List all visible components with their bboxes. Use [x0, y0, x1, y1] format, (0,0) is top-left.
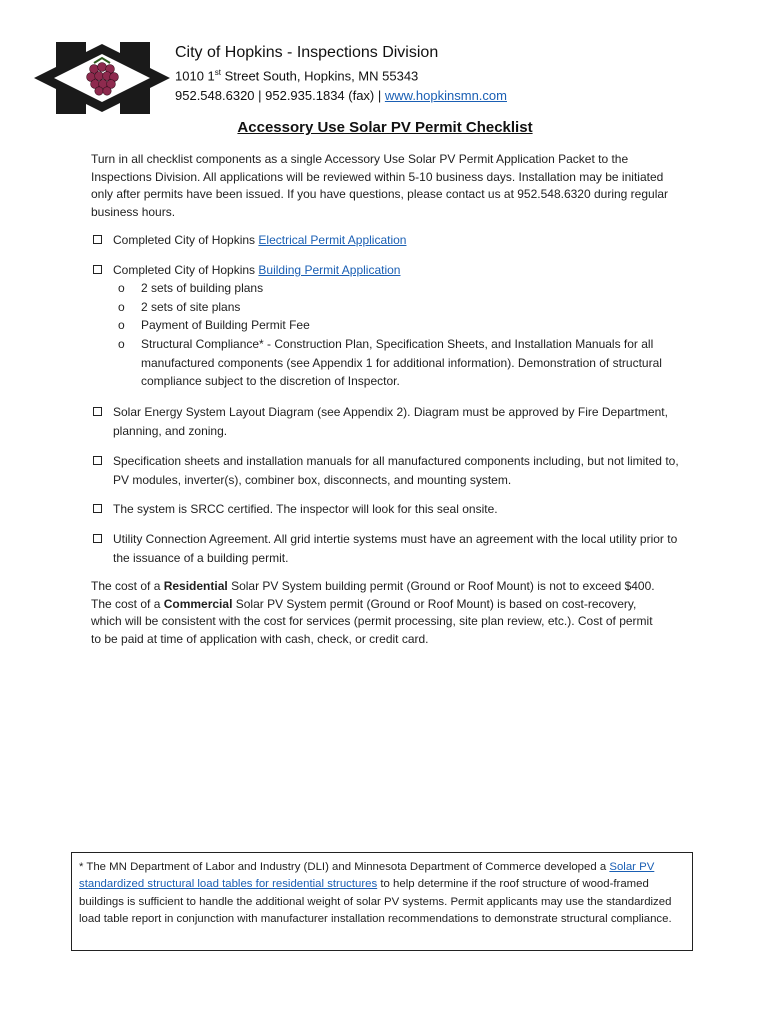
item-text: Utility Connection Agreement. All grid intertie systems must have an agreement with the local utility prior to the issuance of a building permit.	[113, 532, 678, 565]
item-text: Solar Energy System Layout Diagram (see Appendix 2). Diagram must be approved by Fire Department, planning, and zoning.	[113, 405, 668, 438]
residential-label: Residential	[163, 579, 228, 593]
checkbox-icon[interactable]	[93, 235, 102, 244]
item-text: Completed City of Hopkins	[113, 263, 259, 277]
address-street: Street South, Hopkins, MN 55343	[221, 68, 419, 84]
commercial-label: Commercial	[163, 596, 233, 611]
bullet-icon: o	[118, 281, 125, 295]
checkbox-icon[interactable]	[93, 265, 102, 274]
intro-paragraph: Turn in all checklist components as a single Accessory Use Solar PV Permit Application Packet to the Inspections Division. All applications will be reviewed within 5-10 business days. Installation may be initiated only after permits have been issued. If you have questions, please contact us at 952.548.6320 during regular business hours.	[91, 152, 669, 219]
item-text: Completed City of Hopkins	[113, 233, 259, 247]
cost-text: The cost of a	[91, 579, 164, 593]
document-title: Accessory Use Solar PV Permit Checklist	[237, 119, 533, 136]
subitem-text: 2 sets of building plans	[141, 281, 264, 295]
checklist-item-utility-agreement	[91, 530, 691, 567]
checkbox-icon[interactable]	[93, 456, 102, 465]
footnote-text: * The MN Department of Labor and Industry (DLI) and Minnesota Department of Commerce developed a	[79, 861, 610, 873]
residential-cost	[91, 578, 661, 596]
commercial-cost	[91, 596, 661, 649]
address	[175, 63, 507, 86]
subitem-permit-fee	[118, 316, 678, 335]
website-link[interactable]: www.hopkinsmn.com	[384, 88, 507, 104]
subitem-text: Payment of Building Permit Fee	[141, 318, 310, 332]
checklist-item-electrical	[91, 231, 691, 250]
letterhead	[175, 43, 507, 106]
address-number: 1010 1	[175, 68, 215, 84]
cost-text: Solar PV System building permit (Ground or Roof Mount) is not to exceed $400.	[227, 579, 655, 593]
subitem-text: 2 sets of site plans	[141, 300, 241, 314]
checkbox-icon[interactable]	[93, 407, 102, 416]
load-tables-link[interactable]: Solar PV standardized structural load tables for residential structures	[79, 861, 655, 891]
bullet-icon: o	[118, 318, 125, 332]
building-permit-link[interactable]: Building Permit Application	[258, 263, 401, 277]
division-name: City of Hopkins - Inspections Division	[175, 44, 439, 61]
item-text: The system is SRCC certified. The inspector will look for this seal onsite.	[113, 502, 498, 516]
item-text: Specification sheets and installation manuals for all manufactured components including, but not limited to, PV modules, inverter(s), combiner box, disconnects, and mounting system.	[113, 454, 679, 487]
bullet-icon: o	[118, 337, 125, 351]
subitem-structural-compliance	[118, 335, 678, 391]
cost-section	[91, 578, 661, 648]
bullet-icon: o	[118, 300, 125, 314]
subitem-text: Structural Compliance* - Construction Plan, Specification Sheets, and Installation Manuals for all manufactured components (see Appendix 1 for additional information). Demonstration of structural compliance subject to the discretion of Inspector.	[141, 337, 662, 388]
cost-text: Solar PV System permit (Ground or Roof Mount) is based on cost-recovery, which will be consistent with the cost for services (permit processing, site plan review, etc.). Cost of permit to be paid at time of application with cash, check, or credit card.	[91, 596, 653, 646]
footnote-box	[71, 852, 693, 951]
electrical-permit-link[interactable]: Electrical Permit Application	[258, 233, 407, 247]
checkbox-icon[interactable]	[93, 534, 102, 543]
checklist-item-srcc	[91, 500, 691, 519]
subitem-building-plans	[118, 279, 678, 298]
contact-line	[175, 86, 507, 106]
hopkins-raspberry-logo-icon	[34, 40, 170, 116]
phone-numbers: 952.548.6320 | 952.935.1834 (fax) |	[175, 88, 385, 104]
footnote-text: to help determine if the roof structure of wood-framed buildings is sufficient to handle the additional weight of solar PV systems. Permit applicants may use the standardized load table report in conjunction with manufacturer installation recommendations to demonstrate structural compliance.	[79, 878, 672, 926]
checklist-item-spec-sheets	[91, 452, 691, 489]
checkbox-icon[interactable]	[93, 504, 102, 513]
address-ordinal: st	[214, 68, 221, 77]
cost-text: The cost of a	[91, 596, 164, 611]
checklist-item-building	[91, 261, 691, 280]
subitem-site-plans	[118, 298, 678, 317]
checklist-item-layout-diagram	[91, 403, 691, 440]
